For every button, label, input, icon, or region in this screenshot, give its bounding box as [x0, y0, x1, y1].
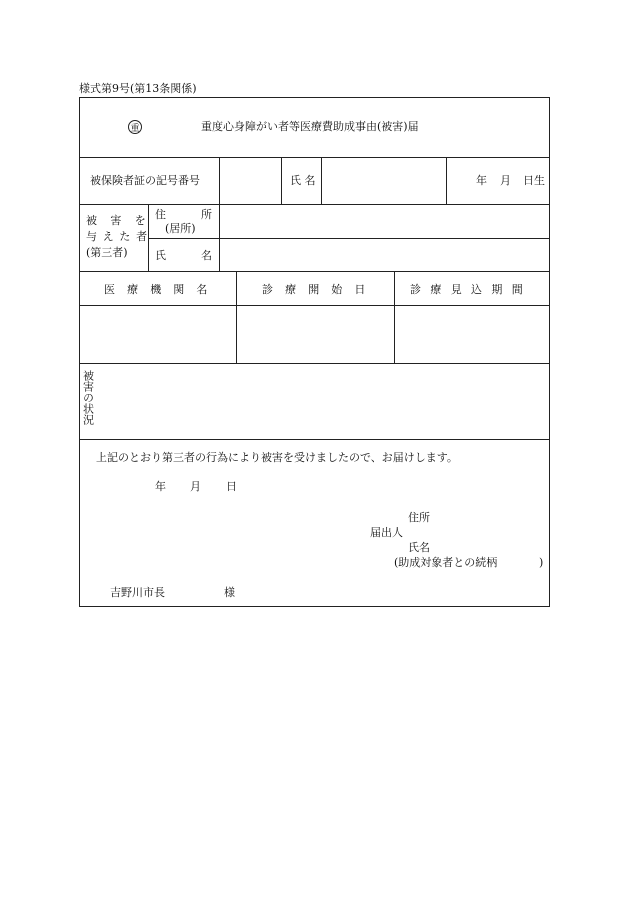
declaration-text: 上記のとおり第三者の行為により被害を受けましたので、お届けします。 — [96, 451, 458, 464]
expected-period-field[interactable] — [395, 306, 550, 363]
recipient-label: 吉野川市長 — [110, 586, 165, 599]
damage-status-label: 被害の状況 — [81, 370, 95, 425]
offender-address-label-b: 所 — [201, 208, 212, 221]
seal-mark: 重 — [128, 120, 142, 134]
insured-name-label: 氏 名 — [290, 174, 316, 187]
rule-after-damage — [79, 439, 550, 440]
card-number-field[interactable] — [220, 158, 281, 204]
form-number: 様式第9号(第13条関係) — [79, 82, 197, 95]
offender-address-label-sub: (居所) — [165, 222, 196, 235]
declaration-day-label: 日 — [226, 480, 237, 493]
birth-day-label: 日生 — [523, 174, 545, 187]
card-number-label: 被保険者証の記号番号 — [90, 174, 200, 187]
treatment-start-field[interactable] — [237, 306, 394, 363]
offender-label-line2: 与 え た 者 — [86, 230, 149, 243]
form-title: 重度心身障がい者等医療費助成事由(被害)届 — [201, 120, 419, 133]
offender-name-field[interactable] — [220, 239, 550, 271]
rule-v-name-label — [281, 157, 282, 204]
offender-name-label-a: 氏 — [155, 249, 166, 262]
medical-institution-header: 医療機関名 — [104, 283, 220, 296]
declaration-year-label: 年 — [155, 480, 166, 493]
expected-period-header: 診療見込期間 — [410, 283, 533, 296]
offender-label-line1: 被 害 を — [86, 214, 151, 227]
medical-institution-field[interactable] — [80, 306, 236, 363]
relation-label: (助成対象者との続柄 — [394, 556, 498, 569]
rule-after-offender — [79, 271, 550, 272]
relation-close: ) — [539, 556, 544, 569]
honorific-label: 様 — [224, 586, 235, 599]
insured-name-field[interactable] — [322, 158, 446, 204]
offender-name-label-b: 名 — [201, 249, 212, 262]
rule-v-birth — [446, 157, 447, 204]
applicant-label: 届出人 — [370, 526, 403, 539]
offender-label-line3: (第三者) — [86, 246, 128, 259]
declaration-month-label: 月 — [190, 480, 201, 493]
birth-month-label: 月 — [500, 174, 511, 187]
applicant-name-label: 氏名 — [408, 541, 430, 554]
offender-address-label-a: 住 — [155, 208, 166, 221]
treatment-start-header: 診療開始日 — [262, 283, 378, 296]
damage-status-field[interactable] — [96, 364, 550, 439]
rule-after-title — [79, 157, 550, 158]
birth-year-label: 年 — [476, 174, 487, 187]
applicant-address-label: 住所 — [408, 511, 430, 524]
offender-address-field[interactable] — [220, 205, 550, 238]
